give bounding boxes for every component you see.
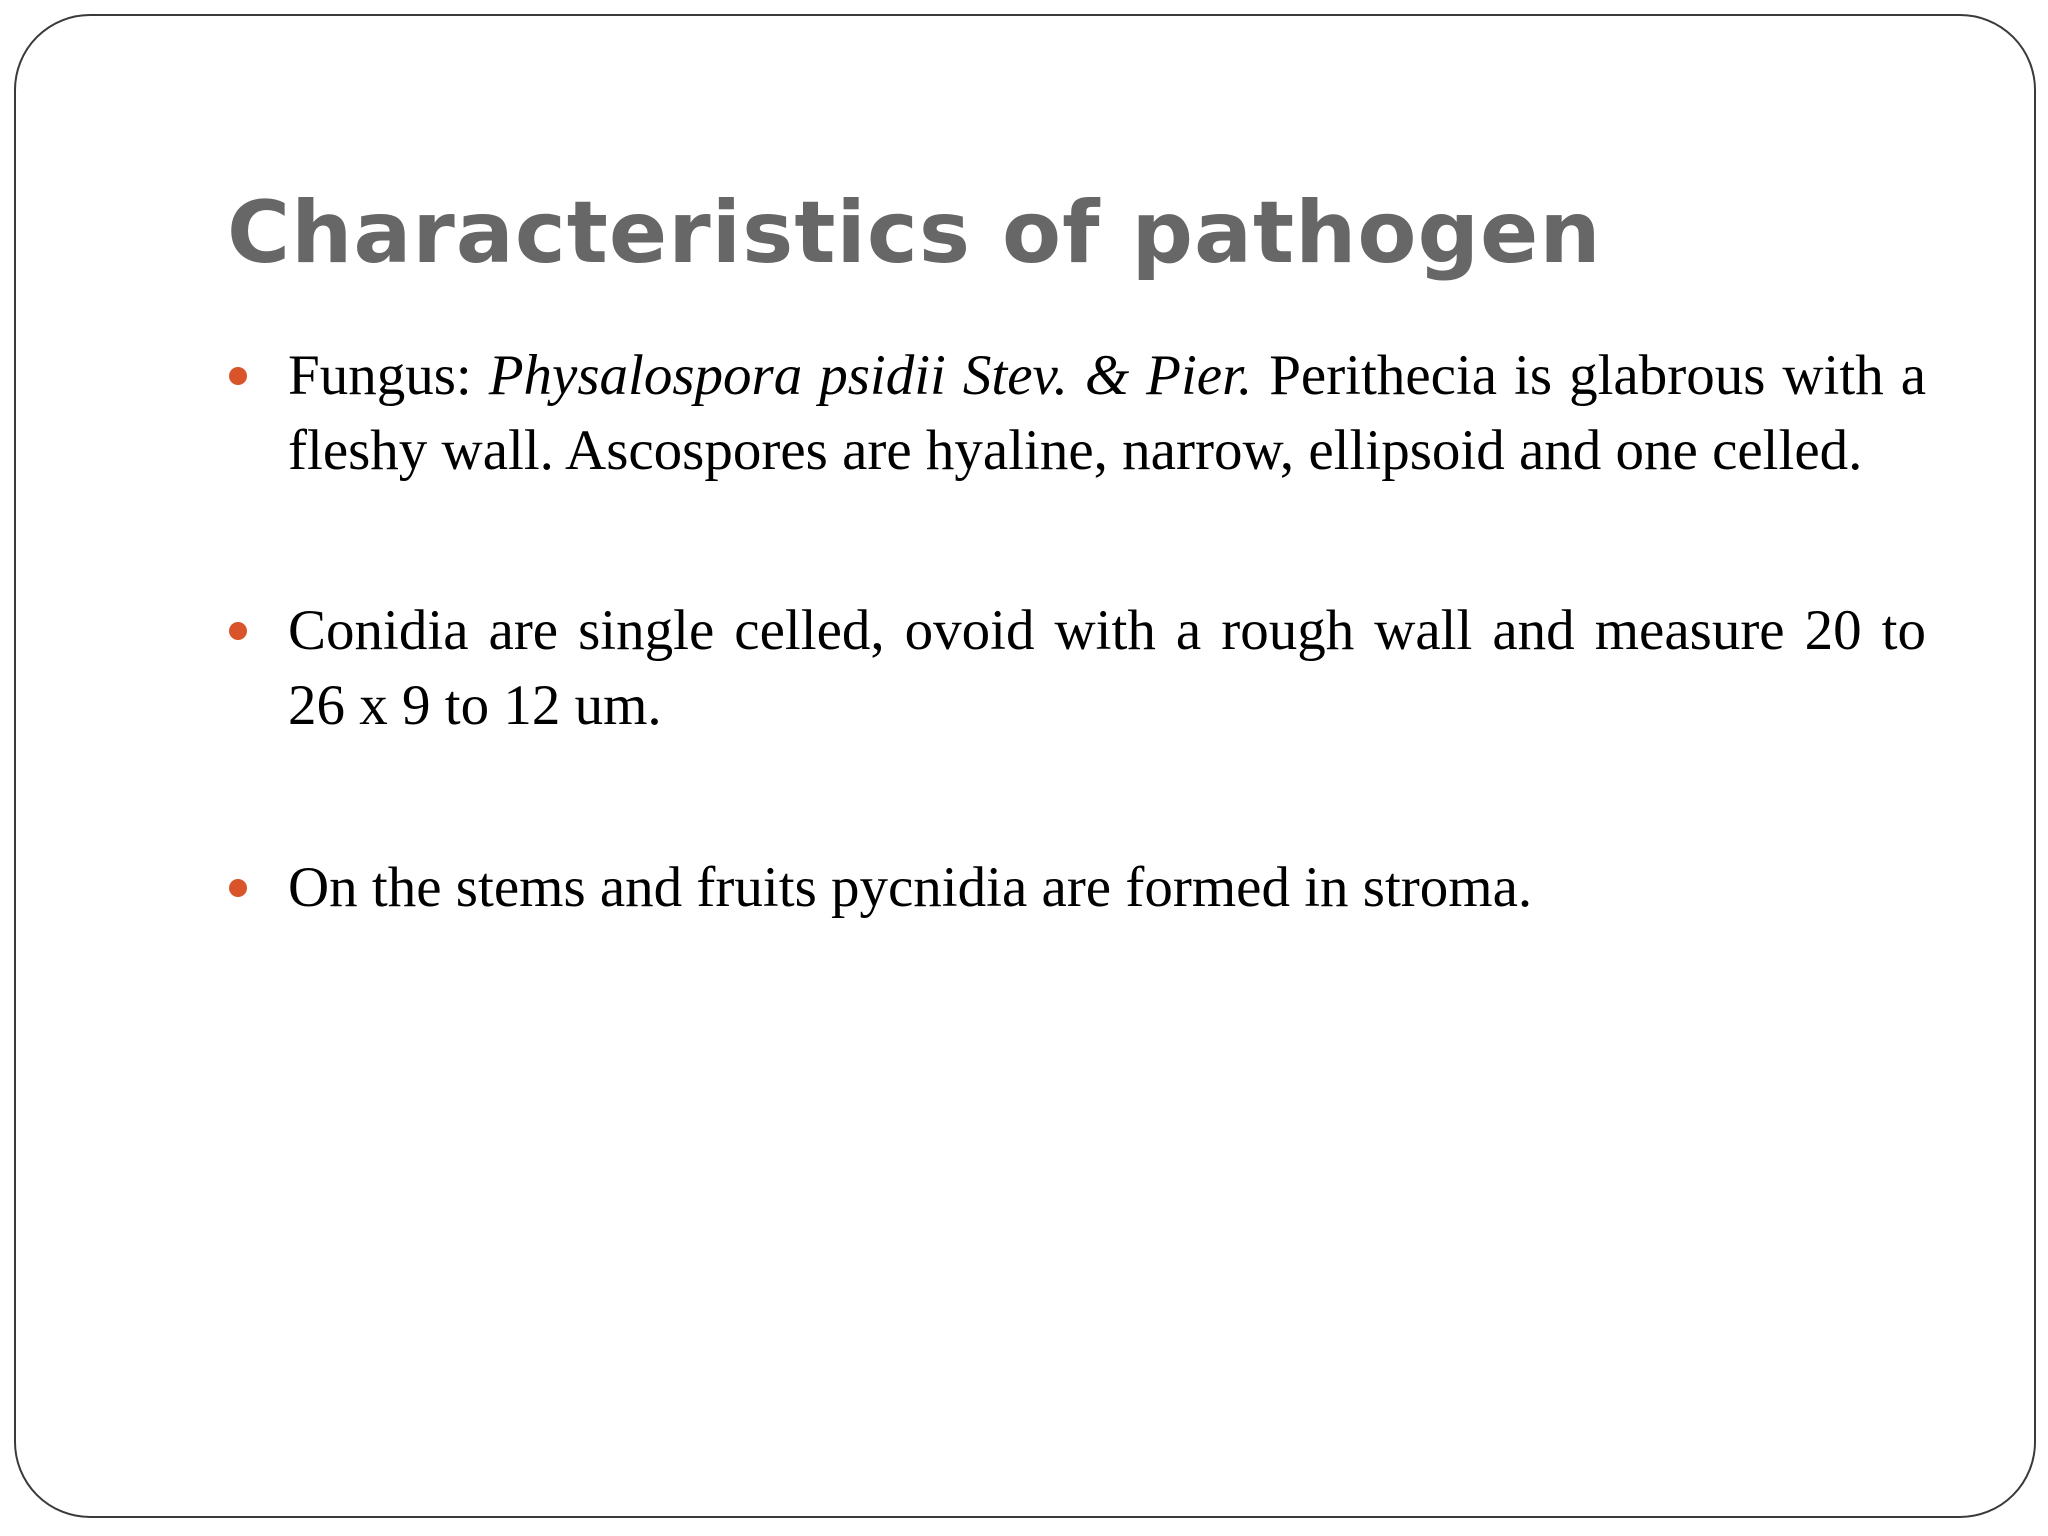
bullet-list [229, 338, 1926, 925]
bullet-item-pycnidia [229, 850, 1926, 925]
bullet-text: On the stems and fruits pycnidia are formed in stroma. [288, 856, 1533, 919]
bullet-dot-icon [229, 622, 247, 640]
bullet-dot-icon [229, 879, 247, 897]
bullet-text: Conidia are single celled, ovoid with a rough wall and measure 20 to 26 x 9 to 12 um. [288, 599, 1926, 737]
bullet-prefix: Fungus: [288, 344, 489, 407]
bullet-dot-icon [229, 367, 247, 385]
bullet-item-conidia [229, 593, 1926, 743]
bullet-item-fungus [229, 338, 1926, 488]
slide-title: Characteristics of pathogen [227, 183, 1602, 283]
species-name: Physalospora psidii Stev. & Pier. [488, 344, 1253, 407]
bullet-text: Perithecia is glabrous with a fleshy wall. Ascospores are hyaline, narrow, ellipsoid and one celled. [288, 344, 1926, 482]
